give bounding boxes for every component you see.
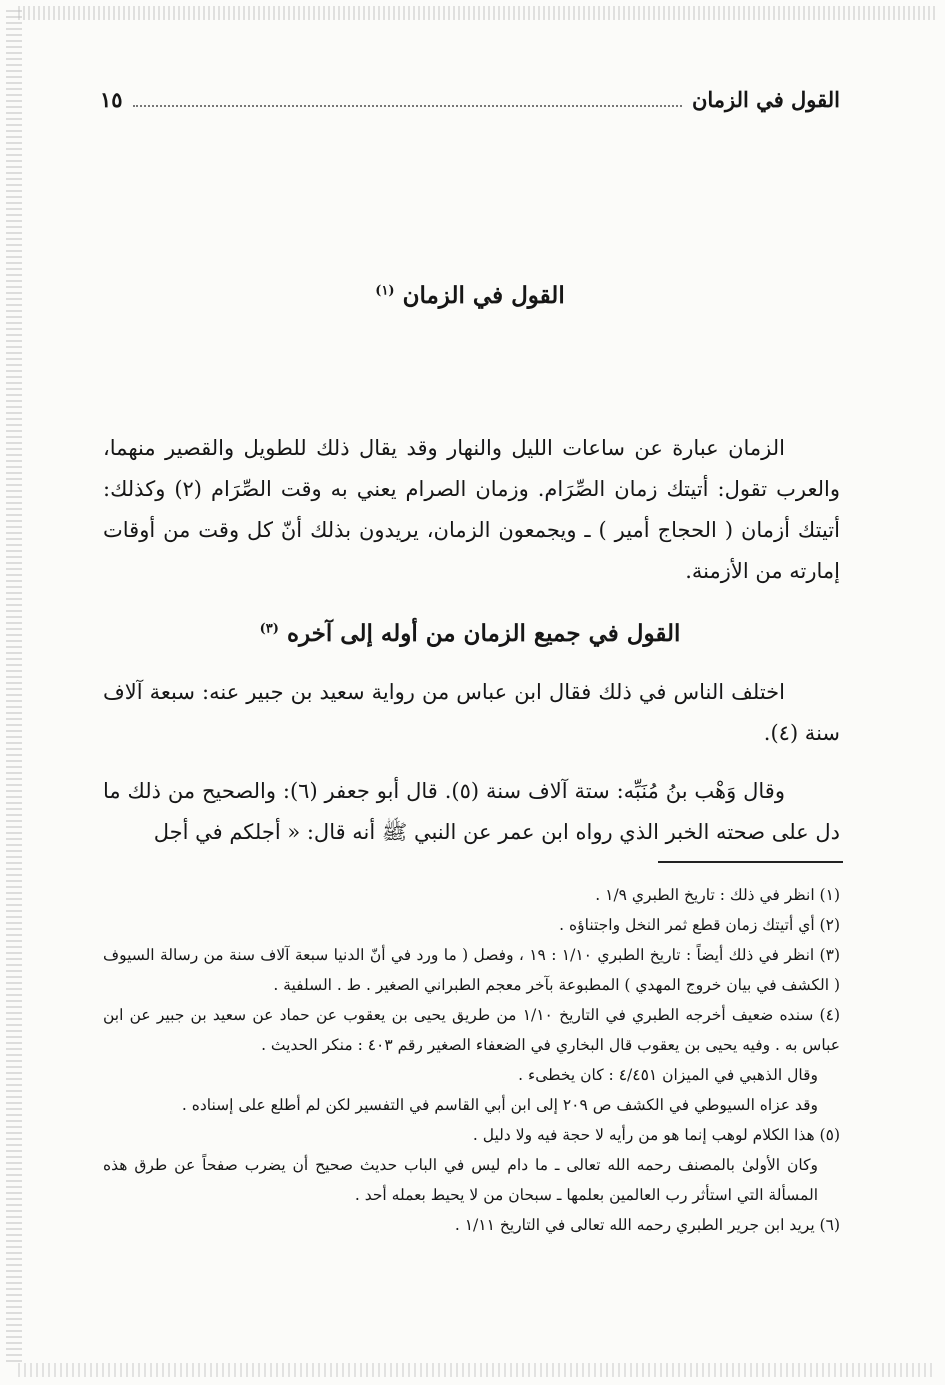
footnote-ref: (٣) (259, 621, 279, 637)
footnote: وقد عزاه السيوطي في الكشف ص ٢٠٩ إلى ابن أبي القاسم في التفسير لكن لم أطلع على إسناده . (181, 1096, 818, 1114)
paragraph: اختلف الناس في ذلك فقال ابن عباس من رواية سعيد بن جبير عنه: سبعة آلاف سنة (٤). (103, 680, 840, 745)
scan-edge-bottom (18, 1363, 935, 1377)
paragraph: الزمان عبارة عن ساعات الليل والنهار وقد يقال ذلك للطويل والقصير منهما، والعرب تقول: أتيتك زمان الصِّرَام. وزمان الصرام يعني به وقت الصِّرَام (٢) وكذلك: أتيتك أزمان ( الحجاج أمير ) ـ ويجمعون الزمان، يريدون بذلك أنّ كل وقت من أوقات إمارته من الأزمنة. (103, 436, 840, 583)
footnote: (٦) يريد ابن جرير الطبري رحمه الله تعالى في التاريخ ١/١١ . (454, 1216, 840, 1234)
scan-edge-top (18, 6, 935, 20)
header-dot-leader (133, 91, 682, 107)
paragraph: وقال وَهْب بنُ مُنَبِّه: ستة آلاف سنة (٥). قال أبو جعفر (٦): والصحيح من ذلك ما دل على صحته الخبر الذي رواه ابن عمر عن النبي ﷺ أنه قال: « أجلكم في أجل (103, 779, 840, 844)
footnotes (103, 880, 840, 1240)
footnote: (٢) أي أتيتك زمان قطع ثمر النخل واجتناؤه . (559, 916, 840, 934)
page-number: ١٥ (100, 86, 123, 112)
footnote-ref: (١) (375, 283, 395, 299)
section-title (100, 620, 840, 647)
footnote: وقال الذهبي في الميزان ٤/٤٥١ : كان يخطىء . (518, 1066, 818, 1084)
scan-edge-left (6, 10, 22, 1365)
section-title-text: القول في جميع الزمان من أوله إلى آخره (286, 620, 681, 647)
running-title: القول في الزمان (691, 86, 840, 112)
footnote: وكان الأولىٰ بالمصنف رحمه الله تعالى ـ ما دام ليس في الباب حديث صحيح أن يضرب صفحاً عن طرق هذه المسألة التي استأثر رب العالمين بعلمها ـ سبحان من لا يحيط بعمله أحد . (103, 1156, 818, 1204)
footnote: (٥) هذا الكلام لوهب إنما هو من رأيه لا حجة فيه ولا دليل . (472, 1126, 840, 1144)
footnote: (١) انظر في ذلك : تاريخ الطبري ١/٩ . (595, 886, 840, 904)
section-title-text: القول في الزمان (402, 282, 565, 309)
footnote: (٤) سنده ضعيف أخرجه الطبري في التاريخ ١/١٠ من طريق يحيى بن يعقوب عن حماد عن سعيد بن جبير عن ابن عباس به . وفيه يحيى بن يعقوب قال البخاري في الضعفاء الصغير رقم ٤٠٣ : منكر الحديث . (103, 1006, 840, 1054)
page-header (100, 82, 840, 116)
section-title (100, 282, 840, 309)
footnote: (٣) انظر في ذلك أيضاً : تاريخ الطبري ١/١٠ : ١٩ ، وفصل ( ما ورد في أنّ الدنيا سبعة آلاف سنة من رسالة السيوف ( الكشف في بيان خروج المهدي ) المطبوعة بآخر معجم الطبراني الصغير . ط . السلفية . (103, 946, 840, 994)
footnote-separator (658, 861, 843, 863)
